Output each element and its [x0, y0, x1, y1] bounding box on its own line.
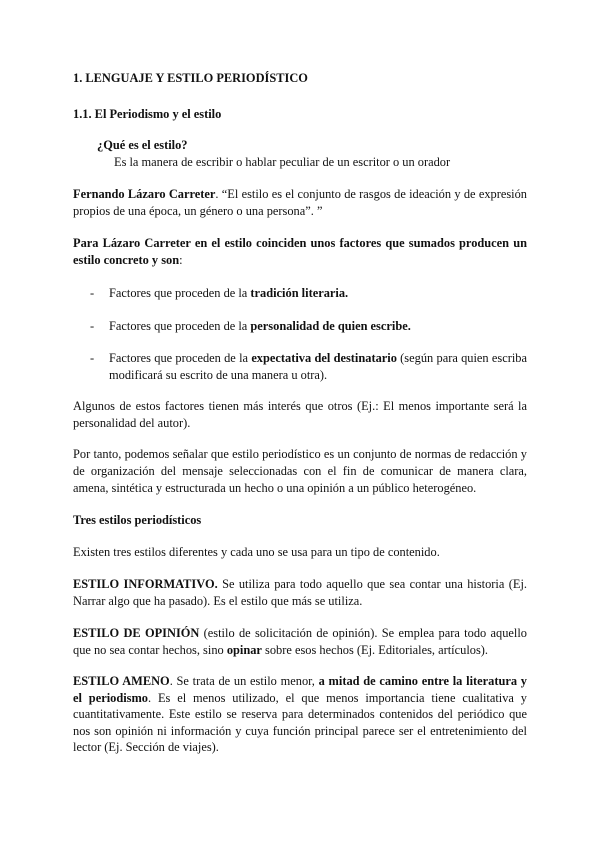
list-item: [73, 285, 527, 302]
informativo-text: Se utiliza para todo aquello que sea contar una historia (Ej. Narrar algo que ha pasado). Es el estilo que más se utiliza.: [73, 577, 527, 608]
factors-intro-tail: :: [179, 253, 183, 267]
ameno-label: ESTILO AMENO: [73, 674, 170, 688]
opinion-bold: opinar: [226, 643, 262, 657]
list-bullet: -: [90, 351, 95, 365]
question-answer: Es la manera de escribir o hablar peculiar de un escritor o un orador: [114, 155, 451, 169]
informativo-label: ESTILO INFORMATIVO.: [73, 577, 218, 591]
factors-intro-bold: Para Lázaro Carreter en el estilo coinciden unos factores que sumados producen un estilo concreto y son: [73, 236, 527, 267]
opinion-text-2: sobre esos hechos (Ej. Editoriales, artículos).: [261, 643, 489, 657]
opinion-text-1: (estilo de solicitación de opinión). Se emplea para todo aquello que no sea contar hechos, sino: [73, 626, 527, 657]
factors-intro-paragraph: [73, 235, 527, 269]
opinion-label: ESTILO DE OPINIÓN: [73, 626, 200, 640]
list-item: [73, 350, 527, 384]
lazaro-author: Fernando Lázaro Carreter: [73, 187, 216, 201]
list-item-bold: personalidad de quien escribe.: [250, 319, 411, 333]
list-item: [73, 318, 527, 335]
list-bullet: -: [90, 319, 95, 333]
ameno-bold: a mitad de camino entre la literatura y el periodismo: [73, 674, 527, 705]
subsection-heading: 1.1. El Periodismo y el estilo: [73, 107, 222, 121]
algunos-paragraph: Algunos de estos factores tienen más interés que otros (Ej.: El menos importante será la personalidad del autor).: [73, 399, 527, 430]
existen-paragraph: Existen tres estilos diferentes y cada uno se usa para un tipo de contenido.: [73, 545, 440, 559]
list-item-pre: Factores que proceden de la: [109, 286, 251, 300]
list-item-text: [109, 318, 527, 335]
lazaro-quote: . “El estilo es el conjunto de rasgos de ideación y de expresión propios de una época, un género o una persona”. ”: [73, 187, 527, 218]
list-item-text: [109, 350, 527, 384]
list-item-pre: Factores que proceden de la: [109, 351, 252, 365]
list-item-bold: expectativa del destinatario: [251, 351, 397, 365]
list-bullet: -: [90, 286, 95, 300]
section-heading: 1. LENGUAJE Y ESTILO PERIODÍSTICO: [73, 71, 308, 85]
lazaro-quote-paragraph: [73, 186, 527, 220]
por-tanto-paragraph: Por tanto, podemos señalar que estilo periodístico es un conjunto de normas de redacción y de organización del mensaje seleccionadas con el fin de comunicar de manera clara, amena, sintética y estructurada un hecho o una opinión a un público heterogéneo.: [73, 447, 527, 495]
list-item-post: (según para quien escriba modificará su escrito de una manera u otra).: [109, 351, 527, 382]
list-item-pre: Factores que proceden de la: [109, 319, 251, 333]
ameno-paragraph: [73, 673, 527, 756]
list-item-bold: tradición literaria.: [250, 286, 349, 300]
informativo-paragraph: [73, 576, 527, 610]
opinion-paragraph: [73, 625, 527, 659]
tres-estilos-heading: Tres estilos periodísticos: [73, 513, 202, 527]
ameno-text-2: . Es el menos utilizado, el que menos importancia tiene cualitativa y cuantitativamente. Este estilo se reserva para determinados contenidos del periódico que nos son opinión ni información y cuya función principal parece ser el entretenimiento del lector (Ej. Sección de viajes).: [73, 690, 527, 755]
ameno-text-1: . Se trata de un estilo menor,: [169, 674, 319, 688]
list-item-text: [109, 285, 527, 302]
question-title: ¿Qué es el estilo?: [97, 138, 188, 152]
